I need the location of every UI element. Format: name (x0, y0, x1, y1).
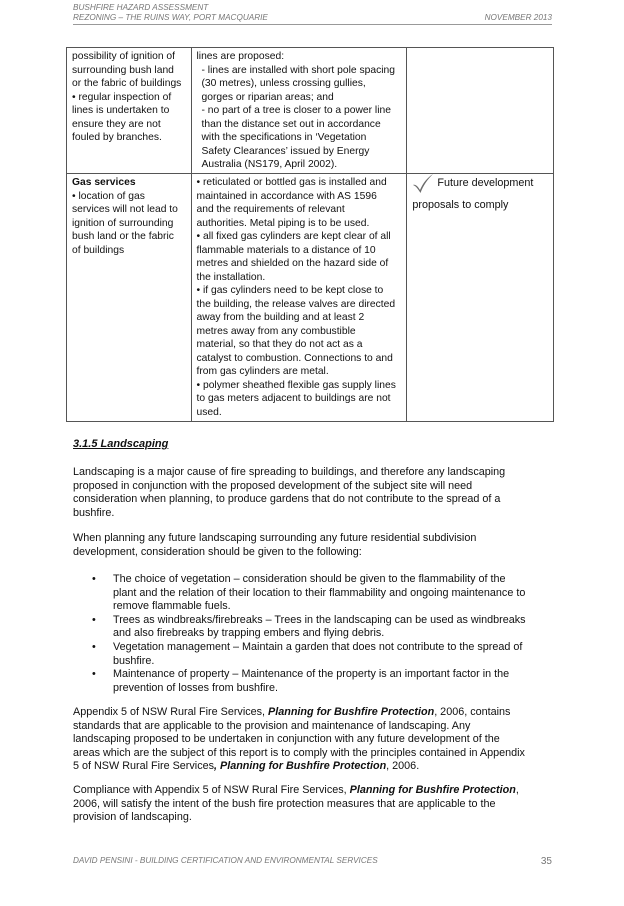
text-line: 2006, will satisfy the intent of the bush fire protection measures that are applicable to the (73, 797, 496, 810)
text-line: and also firebreaks by trapping embers and flying debris. (113, 627, 385, 640)
footer-text: DAVID PENSINI - BUILDING CERTIFICATION AND ENVIRONMENTAL SERVICES (73, 856, 378, 865)
section-heading: 3.1.5 Landscaping (73, 438, 169, 450)
cell-line: Australia (NS179, April 2002). (201, 159, 338, 170)
consideration-list (73, 573, 563, 695)
cell-line: • regular inspection of (72, 91, 172, 103)
header-date: NOVEMBER 2013 (484, 13, 552, 22)
table-cell (67, 48, 192, 174)
cell-line: with the specifications in ‘Vegetation (201, 132, 367, 143)
table-cell (67, 174, 192, 422)
text-line: development, consideration should be given to the following: (73, 545, 362, 558)
text-line: prevention of losses from bushfire. (113, 681, 279, 694)
comply-text: Future development (437, 177, 534, 189)
cell-line: of buildings (72, 244, 125, 256)
text-line: bushfire. (113, 654, 155, 667)
gas-services-heading: Gas services (72, 177, 136, 188)
list-item: • Vegetation management – Maintain a garden that does not contribute to the spread of bushfire. (73, 641, 563, 668)
cell-line: and the requirements of relevant (196, 204, 345, 215)
list-item: • Trees as windbreaks/firebreaks – Trees in the landscaping can be used as windbreaks and also firebreaks by trapping embers and flying debris. (73, 614, 563, 641)
cell-line: - no part of a tree is closer to a power line (201, 105, 391, 116)
page-number: 35 (540, 856, 552, 867)
cell-line: • polymer sheathed flexible gas supply lines (196, 379, 396, 391)
cell-line: authorities. Metal piping is to be used. (196, 217, 370, 229)
paragraph (73, 466, 563, 520)
cell-line: (30 metres), unless crossing gullies, (201, 78, 366, 89)
text-line: Vegetation management – Maintain a garden that does not contribute to the spread of (113, 640, 523, 653)
cell-line: Safety Clearances’ issued by Energy (201, 145, 370, 157)
cell-line: than the distance set out in accordance (201, 118, 381, 130)
table-row (67, 48, 554, 174)
cell-line: flammable materials to a distance of 10 (196, 244, 376, 256)
table-cell (407, 174, 554, 422)
cell-line: services will not lead to (72, 204, 178, 215)
cell-line: away from the building and at least 2 (196, 312, 365, 323)
text-line: Maintenance of property – Maintenance of the property is an important factor in the (113, 668, 510, 681)
cell-line: fouled by branches. (72, 132, 162, 143)
cell-line: lines are proposed: (196, 51, 285, 62)
cell-line: • reticulated or bottled gas is installed and (196, 177, 387, 188)
cell-line: bush land or the fabric (72, 231, 174, 242)
cell-line: the building, the release valves are directed (196, 298, 396, 310)
text-line: Appendix 5 of NSW Rural Fire Services, Planning for Bushfire Protection, 2006, contains (73, 706, 511, 718)
list-item: • The choice of vegetation – consideration should be given to the flammability of the plant and the relation of their location to their flammability and ongoing maintenance to remove flammable fuels. (73, 573, 563, 614)
paragraph (73, 706, 563, 774)
cell-line: used. (196, 406, 222, 418)
cell-line: • location of gas (72, 190, 145, 202)
text-line: provision of landscaping. (73, 811, 192, 824)
cell-line: from gas cylinders are metal. (196, 366, 329, 377)
cell-line: material, so that they do not act as a (196, 339, 363, 350)
text-line: consideration when planning, to produce gardens that do not contribute to the spread of a (73, 493, 501, 506)
cell-line: surrounding bush land (72, 64, 174, 76)
text-line: remove flammable fuels. (113, 600, 231, 613)
cell-line: • if gas cylinders need to be kept close to (196, 285, 384, 296)
cell-line: maintained in accordance with AS 1596 (196, 190, 377, 202)
cell-line: ensure they are not (72, 118, 161, 130)
header-divider (73, 24, 552, 25)
requirements-table (66, 47, 554, 422)
text-line: 5 of NSW Rural Fire Services, Planning for Bushfire Protection, 2006. (73, 760, 420, 773)
table-row (67, 174, 554, 422)
header-title: BUSHFIRE HAZARD ASSESSMENT (73, 3, 209, 12)
cell-line: gorges or riparian areas; and (201, 91, 334, 103)
cell-line: - lines are installed with short pole spacing (201, 64, 395, 76)
page-header (73, 3, 552, 23)
checkmark-icon (412, 174, 434, 198)
text-line: The choice of vegetation – consideration should be given to the flammability of the (113, 573, 506, 585)
text-line: Landscaping is a major cause of fire spreading to buildings, and therefore any landscaping (73, 466, 506, 478)
header-subtitle: REZONING – THE RUINS WAY, PORT MACQUARIE (73, 13, 268, 22)
text-line: areas which are the subject of this report is to comply with the principles contained in Appendix (73, 746, 525, 759)
text-line: standards that are applicable to the provision and maintenance of landscaping. Any (73, 719, 471, 732)
text-line: landscaping proposed to be undertaken in conjunction with any future development of the (73, 733, 500, 746)
cell-line: metres away from any combustible (196, 325, 356, 337)
list-item: • Maintenance of property – Maintenance of the property is an important factor in the prevention of losses from bushfire. (73, 668, 563, 695)
table-cell (191, 48, 407, 174)
cell-line: • all fixed gas cylinders are kept clear of all (196, 231, 391, 242)
cell-line: catalyst to combustion. Connections to and (196, 352, 393, 364)
cell-line: lines is undertaken to (72, 105, 170, 116)
cell-line: possibility of ignition of (72, 51, 176, 62)
text-line: bushfire. (73, 506, 115, 519)
cell-line: to gas meters adjacent to buildings are not (196, 393, 391, 404)
text-line: Trees as windbreaks/firebreaks – Trees in the landscaping can be used as windbreaks (113, 613, 526, 626)
paragraph (73, 532, 563, 559)
paragraph (73, 784, 563, 825)
text-line: When planning any future landscaping surrounding any future residential subdivision (73, 532, 477, 544)
cell-line: metres and shielded on the hazard side of (196, 258, 389, 269)
cell-line: or the fabric of buildings (72, 78, 182, 89)
text-line: proposed in conjunction with the proposed development of the subject site will need (73, 479, 473, 492)
cell-line: ignition of surrounding (72, 217, 174, 229)
text-line: plant and the relation of their location to their flammability and ongoing maintenance to (113, 586, 526, 599)
cell-line: the installation. (196, 271, 266, 283)
table-cell (407, 48, 554, 174)
comply-text: proposals to comply (412, 199, 509, 211)
page-footer (73, 856, 552, 865)
table-cell (191, 174, 407, 422)
text-line: Compliance with Appendix 5 of NSW Rural Fire Services, Planning for Bushfire Protection, (73, 784, 519, 796)
